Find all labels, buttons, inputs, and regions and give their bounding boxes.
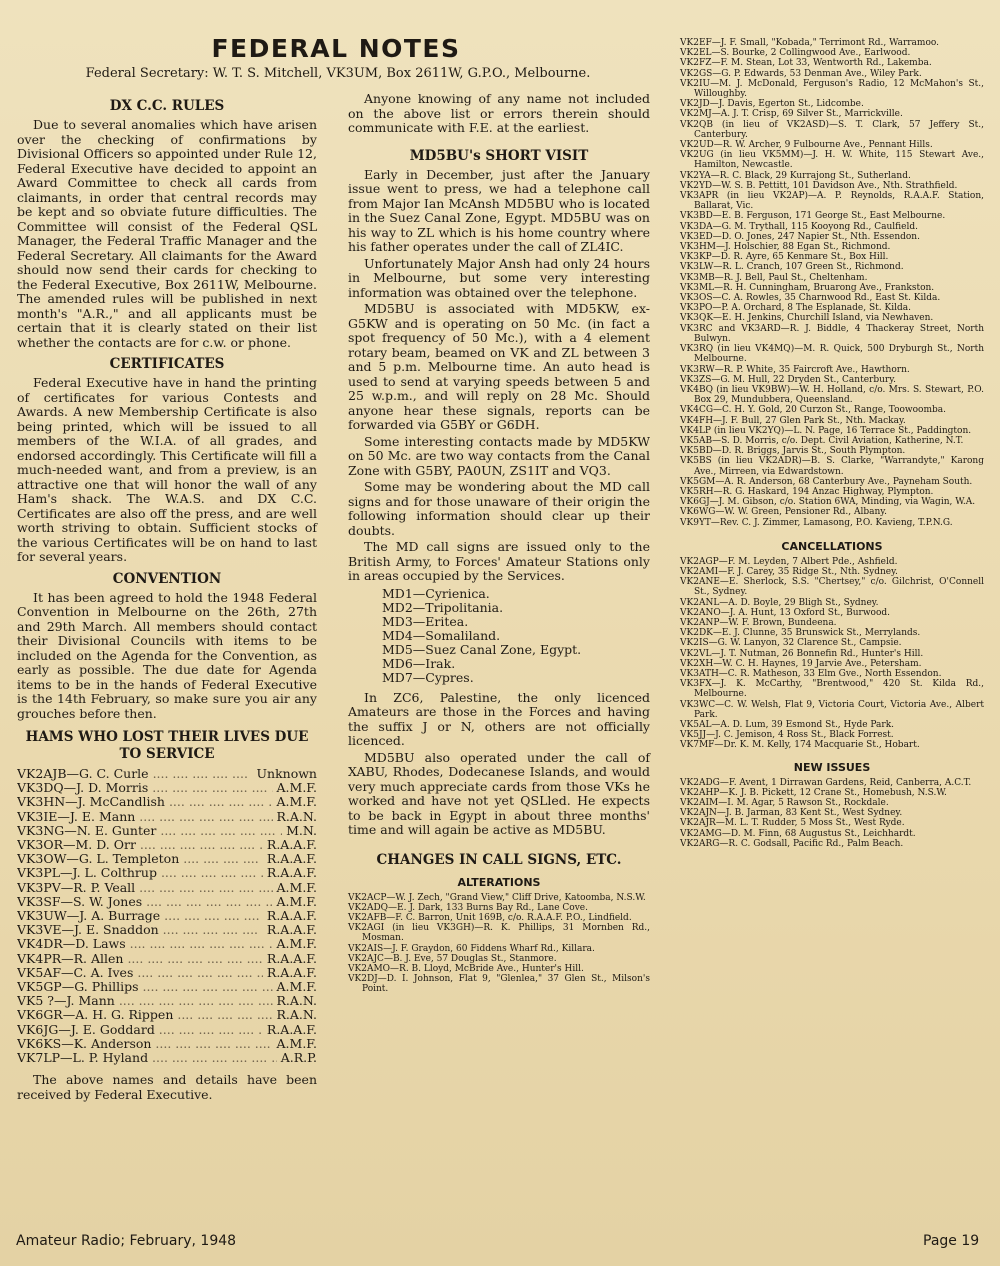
- ham-name: VK5AF—C. A. Ives ....: [17, 966, 263, 980]
- ham-service: R.A.A.F.: [266, 865, 317, 881]
- new-issue-entry: VK2AIM—I. M. Agar, 5 Rawson St., Rockdale.: [680, 798, 889, 809]
- cancellation-entry: VK2ANP—W. F. Brown, Bundeena.: [680, 617, 837, 628]
- ham-name: VK5GP—G. Phillips ....: [17, 980, 273, 994]
- ham-name: VK3PL—J. L. Colthrup ....: [17, 866, 263, 880]
- ham-name: VK3PV—R. P. Veall ....: [17, 881, 273, 895]
- ham-entry: [17, 824, 317, 838]
- ham-entry: [17, 909, 317, 923]
- alteration-entry: VK2AFB—F. C. Barron, Unit 169B, c/o. R.A.A.F. P.O., Lindfield.: [348, 912, 632, 923]
- cancellation-entry: VK2VL—J. T. Nutman, 26 Bonnefin Rd., Hunter's Hill.: [680, 648, 924, 659]
- alteration-entry: VK5BS (in lieu VK2ADR)—B. S. Clarke, "Warrandyte," Karong Ave., Mirreen, via Edwardstown.: [680, 456, 984, 477]
- alteration-entry: VK4BQ (in lieu VK9BW)—W. H. Holland, c/o. Mrs. S. Stewart, P.O. Box 29, Mundubbera, Queensland.: [680, 384, 984, 406]
- ham-service: R.A.A.F.: [266, 851, 317, 867]
- alteration-entry: VK2YD—W. S. B. Pettitt, 101 Davidson Ave., Nth. Strathfield.: [680, 180, 958, 191]
- ham-service: A.M.F.: [276, 979, 317, 995]
- ham-name: VK7LP—L. P. Hyland ....: [17, 1051, 277, 1065]
- ham-service: A.M.F.: [276, 936, 317, 952]
- alterations-heading: ALTERATIONS: [457, 875, 541, 889]
- md-call-item: MD3—Eritea.: [382, 613, 469, 629]
- new-issue-entry: VK2AMG—D. M. Finn, 68 Augustus St., Leichhardt.: [680, 828, 916, 839]
- alteration-entry: VK2GS—G. P. Edwards, 53 Denman Ave., Wiley Park.: [680, 68, 922, 79]
- ham-entry: [17, 966, 317, 980]
- alteration-entry: VK3OS—C. A. Rowles, 35 Charnwood Rd., East St. Kilda.: [680, 293, 941, 304]
- cancellations-list: [680, 557, 984, 751]
- ham-entry: [17, 994, 317, 1008]
- alteration-entry: VK3LW—R. L. Cranch, 107 Green St., Richmond.: [680, 262, 904, 273]
- cancellation-entry: VK7MF—Dr. K. M. Kelly, 174 Macquarie St., Hobart.: [680, 740, 920, 751]
- md-call-item: MD1—Cyrienica.: [382, 585, 490, 601]
- ham-entry: [17, 1008, 317, 1022]
- alteration-entry: VK2UG (in lieu VK5MM)—J. H. W. White, 115 Stewart Ave., Hamilton, Newcastle.: [680, 150, 984, 171]
- hams-closing: The above names and details have been received by Federal Executive.: [17, 1072, 317, 1102]
- md5bu-paragraph: Some interesting contacts made by MD5KW on 50 Mc. are two way contacts from the Canal Zone with G5BY, PA0UN, ZS1IT and VQ3.: [348, 433, 650, 478]
- alteration-entry: VK3RW—R. P. White, 35 Faircroft Ave., Hawthorn.: [680, 364, 910, 375]
- ham-name: VK5 ?—J. Mann ....: [17, 994, 273, 1008]
- ham-entry: [17, 810, 317, 824]
- new-issue-entry: VK2AJR—M. L. T. Rudder, 5 Moss St., West Ryde.: [680, 818, 905, 829]
- cancellation-entry: VK2AGP—F. M. Leyden, 7 Albert Pde., Ashfield.: [680, 556, 898, 567]
- ham-name: VK3DQ—J. D. Morris ....: [17, 781, 273, 795]
- alteration-entry: VK5BD—D. R. Briggs, Jarvis St., South Plympton.: [680, 446, 906, 457]
- md5bu-paragraph: Unfortunately Major Ansh had only 24 hours in Melbourne, but some very interesting information was obtained over the telephone.: [348, 255, 650, 300]
- new-issue-entry: VK2AJN—J. B. Jarman, 83 Kent St., West Sydney.: [680, 808, 903, 819]
- cancellation-entry: VK3ATH—C. R. Matheson, 33 Elm Gve., North Essendon.: [680, 668, 942, 679]
- alteration-entry: VK3ZS—G. M. Hull, 22 Dryden St., Canterbury.: [680, 374, 896, 385]
- cancellation-entry: VK2ANO—J. A. Hunt, 13 Oxford St., Burwood.: [680, 607, 891, 618]
- ham-service: A.M.F.: [276, 1035, 317, 1051]
- alteration-entry: VK4FH—J. F. Bull, 27 Glen Park St., Nth. Mackay.: [680, 415, 906, 426]
- ham-entry: [17, 838, 317, 852]
- ham-name: VK6GR—A. H. G. Rippen ....: [17, 1008, 273, 1022]
- ham-entry: [17, 895, 317, 909]
- alteration-entry: VK3RQ (in lieu VK4MQ)—M. R. Quick, 500 Dryburgh St., North Melbourne.: [680, 344, 984, 365]
- ham-service: R.A.N.: [276, 993, 317, 1009]
- ham-name: VK3HN—J. McCandlish ....: [17, 795, 273, 809]
- cancellation-entry: VK3WC—C. W. Welsh, Flat 9, Victoria Court, Victoria Ave., Albert Park.: [680, 699, 984, 720]
- alteration-entry: VK3KP—D. R. Ayre, 65 Kenmare St., Box Hill.: [680, 252, 889, 263]
- ham-entry: [17, 767, 317, 781]
- ham-name: VK3VE—J. E. Snaddon ....: [17, 923, 263, 937]
- federal-secretary-line: Federal Secretary: W. T. S. Mitchell, VK3UM, Box 2611W, G.P.O., Melbourne.: [85, 66, 591, 81]
- ham-entry: [17, 1023, 317, 1037]
- column-left: [17, 92, 317, 1104]
- ham-name: VK3NG—N. E. Gunter ....: [17, 824, 282, 838]
- md5bu-heading: MD5BU's SHORT VISIT: [409, 147, 589, 164]
- alteration-entry: VK5RH—R. G. Haskard, 194 Anzac Highway, Plympton.: [680, 486, 934, 497]
- alterations-list-2: [680, 38, 984, 528]
- alteration-entry: VK2QB (in lieu of VK2ASD)—S. T. Clark, 57 Jeffery St., Canterbury.: [680, 119, 984, 140]
- ham-entry: [17, 980, 317, 994]
- alteration-entry: VK3PO—P. A. Orchard, 8 The Esplanade, St. Kilda.: [680, 303, 911, 314]
- md-call-item: MD7—Cypres.: [382, 669, 474, 685]
- alteration-entry: VK9YT—Rev. C. J. Zimmer, Lamasong, P.O. Kavieng, T.P.N.G.: [680, 517, 953, 528]
- ham-service: R.A.A.F.: [266, 1021, 317, 1037]
- footer-page-number: Page 19: [923, 1233, 980, 1249]
- ham-service: A.R.P.: [280, 1050, 317, 1066]
- alteration-entry: VK5AB—S. D. Morris, c/o. Dept. Civil Aviation, Katherine, N.T.: [680, 435, 964, 446]
- new-issues-list: [680, 778, 984, 849]
- certificates-heading: CERTIFICATES: [109, 356, 225, 372]
- alteration-entry: VK2EF—J. F. Small, "Kobada," Terrimont Rd., Warramoo.: [680, 38, 939, 48]
- ham-service: A.M.F.: [276, 879, 317, 895]
- ham-service: R.A.A.F.: [266, 908, 317, 924]
- dx-cc-rules-paragraph: Due to several anomalies which have arisen over the checking of confirmations by Divisional Officers so appointed under Rule 12, Federal Executive have decided to appoint an Award Committee to check all cards from claimants, in order that central records may be kept and so obviate future difficulties. The Committee will consist of the Federal QSL Manager, the Federal Traffic Manager and the Federal Secretary. All claimants for the Award should now send their cards for checking to the Federal Executive, Box 2611W, Melbourne. The amended rules will be published in next month's "A.R.," and all applicants must be certain that it is clearly stated on their list whether the contacts are for c.w. or phone.: [17, 117, 317, 350]
- new-issue-entry: VK2AHP—K. J. B. Pickett, 12 Crane St., Homebush, N.S.W.: [680, 787, 947, 798]
- alteration-entry: VK2AJC—B. J. Eve, 57 Douglas St., Stanmore.: [348, 953, 557, 964]
- alteration-entry: VK3ML—R. H. Cunningham, Bruarong Ave., Frankston.: [680, 282, 935, 293]
- md5bu-paragraph: MD5BU also operated under the call of XABU, Rhodes, Dodecanese Islands, and would very much appreciate cards from those VKs he worked and have not yet QSLled. He expects to be back in Egypt in about three months' time and will again be active as MD5BU.: [348, 749, 650, 837]
- ham-service: A.M.F.: [276, 893, 317, 909]
- ham-service: R.A.A.F.: [266, 950, 317, 966]
- new-issue-entry: VK2ARG—R. C. Godsall, Pacific Rd., Palm Beach.: [680, 838, 904, 849]
- ham-entry: [17, 852, 317, 866]
- alteration-entry: VK3APR (in lieu VK2AP)—A. P. Reynolds, R.A.A.F. Station, Ballarat, Vic.: [680, 191, 984, 212]
- alterations-list-1: [348, 893, 650, 995]
- alteration-entry: VK4CG—C. H. Y. Gold, 20 Curzon St., Range, Toowoomba.: [680, 405, 946, 416]
- alteration-entry: VK2YA—R. C. Black, 29 Kurrajong St., Sutherland.: [680, 170, 911, 181]
- md5bu-paragraph: MD5BU is associated with MD5KW, ex-G5KW and is operating on 50 Mc. (in fact a spot frequency of 50 Mc.), with a 4 element rotary beam, beamed on VK and ZL between 3 and 5 p.m. Melbourne time. An auto head is used to send at varying speeds between 5 and 25 w.p.m., and will reply on 28 Mc. Should anyone hear these signals, reports can be forwarded via G5BY or G6DH.: [348, 301, 650, 432]
- ham-service: A.M.F.: [276, 794, 317, 810]
- md5bu-paragraph: Early in December, just after the January issue went to press, we had a telephone call from Major Ian McAnsh MD5BU who is located in the Suez Canal Zone, Egypt. MD5BU was on his way to ZL which is his home country where his father operates under the call of ZL4IC.: [348, 166, 650, 254]
- md5bu-paragraph: Some may be wondering about the MD call signs and for those unaware of their origin the following information should clear up their doubts.: [348, 479, 650, 538]
- ham-entry: [17, 937, 317, 951]
- alteration-entry: VK5GM—A. R. Anderson, 68 Canterbury Ave., Payneham South.: [680, 476, 973, 487]
- ham-entry: [17, 866, 317, 880]
- alteration-entry: VK2AGI (in lieu VK3GH)—R. K. Phillips, 31 Mornben Rd., Mosman.: [348, 923, 650, 944]
- alteration-entry: VK2FZ—F. M. Stean, Lot 33, Wentworth Rd., Lakemba.: [680, 58, 932, 69]
- ham-service: A.M.F.: [276, 780, 317, 796]
- ham-entry: [17, 1051, 317, 1065]
- ham-name: VK4DR—D. Laws ....: [17, 937, 273, 951]
- hams-heading: HAMS WHO LOST THEIR LIVES DUE TO SERVICE: [25, 729, 309, 762]
- new-issues-heading: NEW ISSUES: [793, 760, 871, 774]
- ham-service: R.A.N.: [276, 1007, 317, 1023]
- certificates-paragraph: Federal Executive have in hand the printing of certificates for various Contests and Awards. A new Membership Certificate is also being printed, which will be issued to all members of the W.I.A. of all grades, and endorsed accordingly. This Certificate will fill a much-needed want, and from a preview, is an attractive one that will honor the wall of any Ham's shack. The W.A.S. and DX C.C. Certificates are also off the press, and are well worth striving to obtain. Sufficient stocks of the various Certificates will be on hand to last for several years.: [17, 375, 317, 564]
- md-call-item: MD6—Irak.: [382, 655, 456, 671]
- md5bu-paragraph: The MD call signs are issued only to the British Army, to Forces' Amateur Stations only in areas occupied by the Services.: [348, 539, 650, 583]
- ham-service: R.A.A.F.: [266, 964, 317, 980]
- ham-name: VK3OR—M. D. Orr ....: [17, 838, 263, 852]
- alteration-entry: VK3MB—R. J. Bell, Paul St., Cheltenham.: [680, 272, 868, 283]
- md5bu-paragraphs: [348, 168, 650, 584]
- alteration-entry: VK3BD—E. B. Ferguson, 171 George St., East Melbourne.: [680, 211, 946, 222]
- alteration-entry: VK3QK—E. H. Jenkins, Churchill Island, via Newhaven.: [680, 313, 934, 324]
- ham-name: VK4PR—R. Allen ....: [17, 952, 263, 966]
- alteration-entry: VK2AIS—J. F. Graydon, 60 Fiddens Wharf Rd., Killara.: [348, 943, 595, 954]
- ham-entry: [17, 795, 317, 809]
- alteration-entry: VK3DA—G. M. Trythall, 115 Kooyong Rd., Caulfield.: [680, 221, 918, 232]
- ham-name: VK3IE—J. E. Mann ....: [17, 810, 273, 824]
- md-call-item: MD2—Tripolitania.: [382, 599, 504, 615]
- convention-paragraph: It has been agreed to hold the 1948 Federal Convention in Melbourne on the 26th, 27th and 29th March. All members should contact their Divisional Councils with items to be included on the Agenda for the Convention, as early as possible. The due date for Agenda items to be in the hands of Federal Executive is the 14th February, so make sure you air any grouches before then.: [17, 589, 317, 721]
- new-issue-entry: VK2ADG—F. Avent, 1 Dirrawan Gardens, Reid, Canberra, A.C.T.: [680, 777, 972, 788]
- alteration-entry: VK3HM—J. Holschier, 88 Egan St., Richmond.: [680, 242, 891, 253]
- alteration-entry: VK3RC and VK3ARD—R. J. Biddle, 4 Thackeray Street, North Bulwyn.: [680, 323, 984, 344]
- alteration-entry: VK6GJ—J. M. Gibson, c/o. Station 6WA, Minding, via Wagin, W.A.: [680, 497, 976, 508]
- cancellation-entry: VK2AMI—F. J. Carey, 35 Ridge St., Nth. Sydney.: [680, 566, 898, 577]
- md-call-item: MD4—Somaliland.: [382, 627, 501, 643]
- alteration-entry: VK2UD—R. W. Archer, 9 Fulbourne Ave., Pennant Hills.: [680, 140, 933, 151]
- ham-entry: [17, 881, 317, 895]
- cancellations-heading: CANCELLATIONS: [781, 539, 883, 553]
- ham-entry: [17, 952, 317, 966]
- cancellation-entry: VK2DK—E. J. Clunne, 35 Brunswick St., Merrylands.: [680, 628, 921, 639]
- cancellation-entry: VK5JJ—J. C. Jemison, 4 Ross St., Black Forrest.: [680, 730, 894, 741]
- cancellation-entry: VK5AL—A. D. Lum, 39 Esmond St., Hyde Park.: [680, 720, 895, 730]
- convention-heading: CONVENTION: [112, 570, 222, 587]
- ham-entry: [17, 923, 317, 937]
- ham-service: M.N.: [286, 822, 317, 838]
- md-call-list: [348, 587, 650, 685]
- alteration-entry: VK2ACP—W. J. Zech, "Grand View," Cliff Drive, Katoomba, N.S.W.: [348, 892, 646, 903]
- md5bu-paragraphs-2: [348, 691, 650, 838]
- ham-entry: [17, 1037, 317, 1051]
- ham-service: R.A.N.: [276, 808, 317, 824]
- ham-service: R.A.A.F.: [266, 837, 317, 853]
- alteration-entry: VK2EL—S. Bourke, 2 Collingwood Ave., Earlwood.: [680, 48, 911, 59]
- cancellation-entry: VK2XH—W. C. H. Haynes, 19 Jarvie Ave., Petersham.: [680, 658, 922, 669]
- intro-paragraph: Anyone knowing of any name not included on the above list or errors therein should communicate with F.E. at the earliest.: [348, 91, 650, 135]
- cancellation-entry: VK2ANE—E. Sherlock, S.S. "Chertsey," c/o. Gilchrist, O'Connell St., Sydney.: [680, 577, 984, 598]
- cancellation-entry: VK3FX—J. K. McCarthy, "Brentwood," 420 St. Kilda Rd., Melbourne.: [680, 679, 984, 700]
- column-right: [680, 38, 984, 849]
- ham-name: VK3SF—S. W. Jones ....: [17, 895, 273, 909]
- ham-service: Unknown: [256, 766, 317, 781]
- footer-issue: Amateur Radio; February, 1948: [16, 1233, 237, 1249]
- ham-entry: [17, 781, 317, 795]
- alteration-entry: VK2ADQ—E. J. Dark, 133 Burns Bay Rd., Lane Cove.: [348, 902, 588, 913]
- alteration-entry: VK2JD—J. Davis, Egerton St., Lidcombe.: [680, 99, 864, 110]
- cancellation-entry: VK2ANL—A. D. Boyle, 29 Bligh St., Sydney.: [680, 597, 879, 608]
- alteration-entry: VK2IU—M. J. McDonald, Ferguson's Radio, 12 McMahon's St., Willoughby.: [680, 78, 984, 100]
- ham-name: VK2AJB—G. C. Curle ....: [17, 767, 253, 781]
- hams-list: [17, 767, 317, 1065]
- ham-name: VK3OW—G. L. Templeton ....: [17, 852, 263, 866]
- ham-name: VK6JG—J. E. Goddard ....: [17, 1023, 263, 1037]
- md-call-item: MD5—Suez Canal Zone, Egypt.: [382, 641, 582, 657]
- cancellation-entry: VK2IS—G. W. Lanyon, 32 Clarence St., Campsie.: [680, 638, 902, 649]
- alteration-entry: VK6WG—W. W. Green, Pensioner Rd., Albany.: [680, 507, 887, 518]
- alteration-entry: VK3ED—D. O. Jones, 247 Napier St., Nth. Essendon.: [680, 231, 920, 242]
- alteration-entry: VK2MJ—A. J. T. Crisp, 69 Silver St., Marrickville.: [680, 109, 903, 120]
- ham-name: VK6KS—K. Anderson ....: [17, 1037, 273, 1051]
- changes-heading: CHANGES IN CALL SIGNS, ETC.: [376, 851, 622, 868]
- alteration-entry: VK2DJ—D. I. Johnson, Flat 9, "Glenlea," 37 Glen St., Milson's Point.: [348, 974, 650, 995]
- md5bu-paragraph: In ZC6, Palestine, the only licenced Amateurs are those in the Forces and having the suffix J or N, others are not officially licenced.: [348, 689, 650, 748]
- ham-service: R.A.A.F.: [266, 922, 317, 938]
- alteration-entry: VK2AMO—R. B. Lloyd, McBride Ave., Hunter's Hill.: [348, 963, 584, 974]
- alteration-entry: VK4LP (in lieu VK2YQ)—L. N. Page, 16 Terrace St., Paddington.: [680, 425, 972, 436]
- ham-name: VK3UW—J. A. Burrage ....: [17, 909, 263, 923]
- dx-cc-rules-heading: DX C.C. RULES: [109, 98, 225, 114]
- page-title: FEDERAL NOTES: [211, 34, 461, 63]
- column-middle: [348, 92, 650, 995]
